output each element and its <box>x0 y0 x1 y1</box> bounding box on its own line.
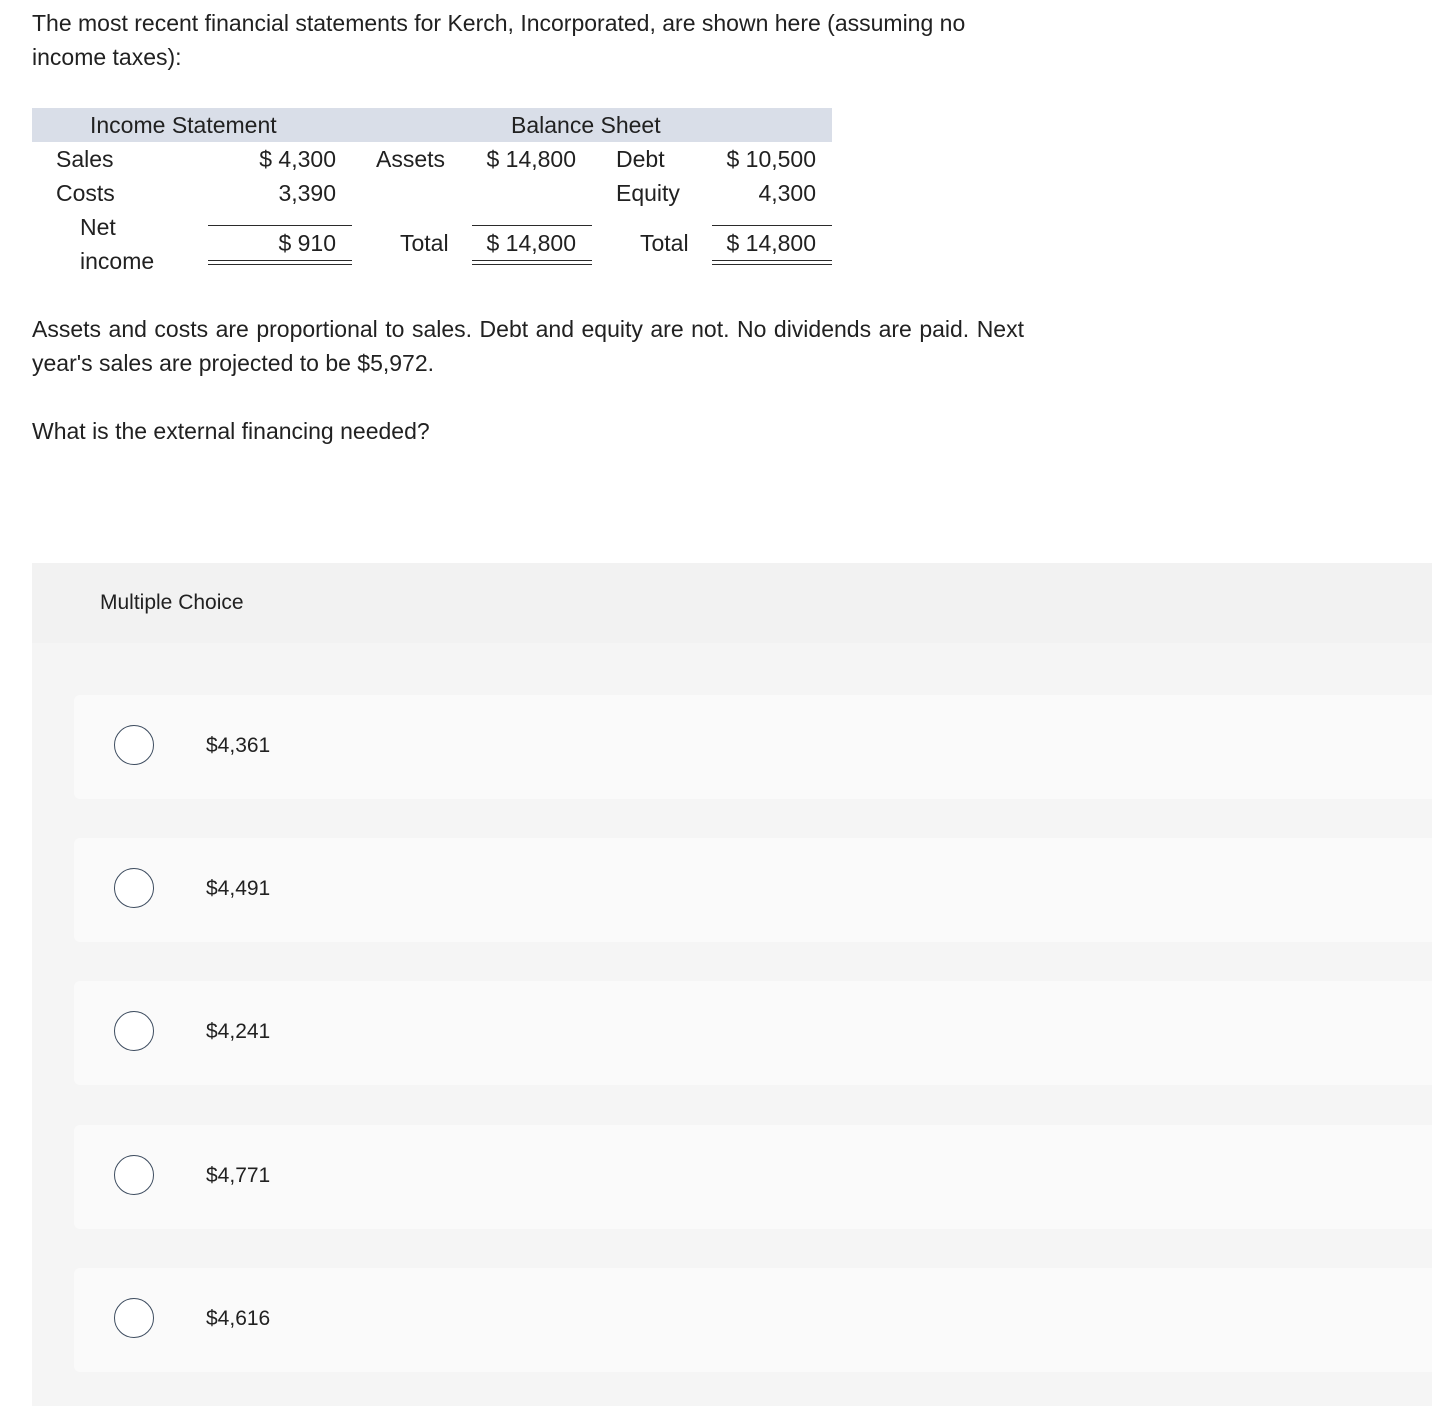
net-income-label-line1: Net <box>80 214 116 240</box>
answer-option-text: $4,491 <box>206 877 271 900</box>
question-assumptions: Assets and costs are proportional to sales. Debt and equity are not. No dividends are paid. Next year's sales are projected to be $5,972. <box>32 316 1024 376</box>
net-income-value: $ 910 <box>278 230 336 256</box>
assets-total-value: $ 14,800 <box>486 230 576 256</box>
question-intro: The most recent financial statements for Kerch, Incorporated, are shown here (assuming no income taxes): <box>32 10 966 70</box>
equity-label: Equity <box>616 180 680 206</box>
answer-option-text: $4,241 <box>206 1020 271 1043</box>
liabilities-total-label: Total <box>640 230 689 256</box>
answer-option-text: $4,361 <box>206 734 271 757</box>
assets-total-double-rule <box>472 260 592 265</box>
answer-option-4[interactable] <box>74 1125 1432 1229</box>
multiple-choice-panel <box>32 563 1432 1406</box>
equity-value: 4,300 <box>758 180 816 206</box>
debt-label: Debt <box>616 146 665 172</box>
answer-option-2[interactable] <box>74 838 1432 942</box>
assets-label: Assets <box>376 146 446 172</box>
question-prompt: What is the external financing needed? <box>32 418 430 444</box>
assets-total-label: Total <box>400 230 449 256</box>
answer-option-1[interactable] <box>74 695 1432 799</box>
assets-value: $ 14,800 <box>486 146 576 172</box>
sales-value: $ 4,300 <box>259 146 336 172</box>
radio-button-3[interactable] <box>114 1011 154 1051</box>
income-statement-title: Income Statement <box>90 112 277 138</box>
costs-value: 3,390 <box>278 180 336 206</box>
liabilities-total-double-rule <box>712 260 832 265</box>
radio-button-4[interactable] <box>114 1155 154 1195</box>
radio-button-1[interactable] <box>114 725 154 765</box>
answer-option-text: $4,616 <box>206 1307 271 1330</box>
radio-button-2[interactable] <box>114 868 154 908</box>
answer-option-3[interactable] <box>74 981 1432 1085</box>
costs-label: Costs <box>56 180 115 206</box>
answer-option-text: $4,771 <box>206 1164 271 1187</box>
balance-sheet-title: Balance Sheet <box>511 112 661 138</box>
net-income-double-rule <box>208 260 352 265</box>
radio-button-5[interactable] <box>114 1298 154 1338</box>
sales-label: Sales <box>56 146 114 172</box>
answer-option-5[interactable] <box>74 1268 1432 1372</box>
debt-value: $ 10,500 <box>726 146 816 172</box>
financial-statements-table <box>32 108 832 278</box>
net-income-label-line2: income <box>80 248 155 274</box>
liabilities-total-value: $ 14,800 <box>726 230 816 256</box>
multiple-choice-label: Multiple Choice <box>100 591 244 614</box>
multiple-choice-header <box>32 563 1432 643</box>
